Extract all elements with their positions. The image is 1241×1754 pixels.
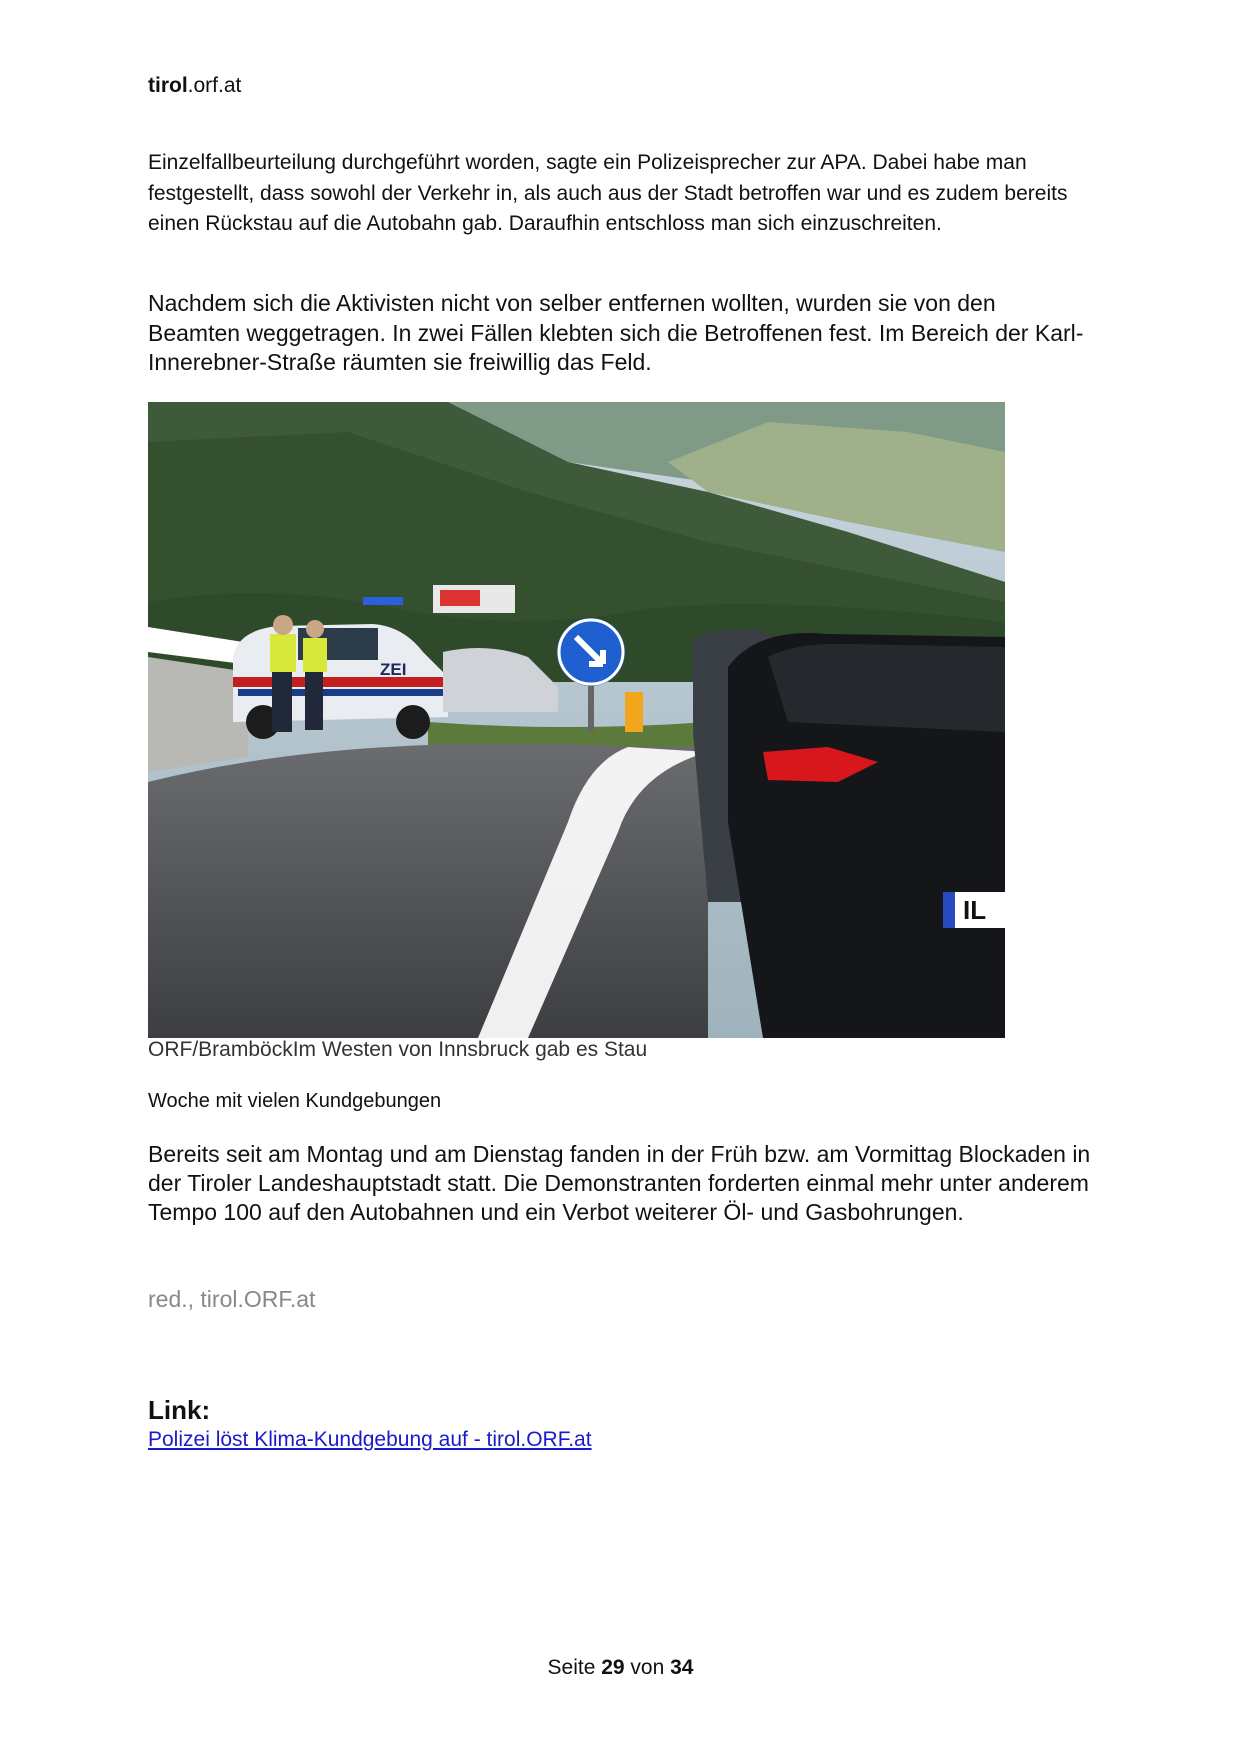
page-number: 29 (601, 1656, 625, 1679)
footer-middle: von (624, 1656, 671, 1679)
article-paragraph-3: Bereits seit am Montag und am Dienstag fanden in der Früh bzw. am Vormittag Blockaden in der Tiroler Landeshauptstadt statt. Die Demonstranten forderten einmal mehr unter anderem Tempo 100 auf den Autobahnen und ein Verbot weiterer Öl- und Gasbohrungen. (148, 1141, 1091, 1225)
article-paragraph-2: Nachdem sich die Aktivisten nicht von selber entfernen wollten, wurden sie von den Beamten weggetragen. In zwei Fällen klebten sich die Betroffenen fest. Im Bereich der Karl-Innerebner-Straße räumten sie freiwillig das Feld. (148, 290, 1084, 375)
site-name-bold: tirol (148, 74, 188, 97)
source-credit: red., tirol.ORF.at (148, 1286, 316, 1312)
article-photo (148, 402, 1005, 1038)
article-link[interactable]: Polizei löst Klima-Kundgebung auf - tirol.ORF.at (148, 1428, 592, 1451)
article-paragraph-1: Einzelfallbeurteilung durchgeführt worden, sagte ein Polizeisprecher zur APA. Dabei habe man festgestellt, dass sowohl der Verkehr in, als auch aus der Stadt betroffen war und es zudem bereits einen Rückstau auf die Autobahn gab. Daraufhin entschloss man sich einzuschreiten. (148, 151, 1068, 235)
page-total: 34 (670, 1656, 694, 1679)
site-header (148, 74, 241, 98)
van-lettering: ZEI (380, 660, 407, 679)
photo-caption: ORF/BramböckIm Westen von Innsbruck gab es Stau (148, 1038, 648, 1061)
license-plate: IL (963, 895, 987, 925)
page-footer (0, 1656, 1241, 1680)
link-label: Link: (148, 1395, 211, 1425)
footer-prefix: Seite (547, 1656, 602, 1679)
site-name-rest: .orf.at (187, 74, 242, 97)
subheading: Woche mit vielen Kundgebungen (148, 1090, 442, 1112)
